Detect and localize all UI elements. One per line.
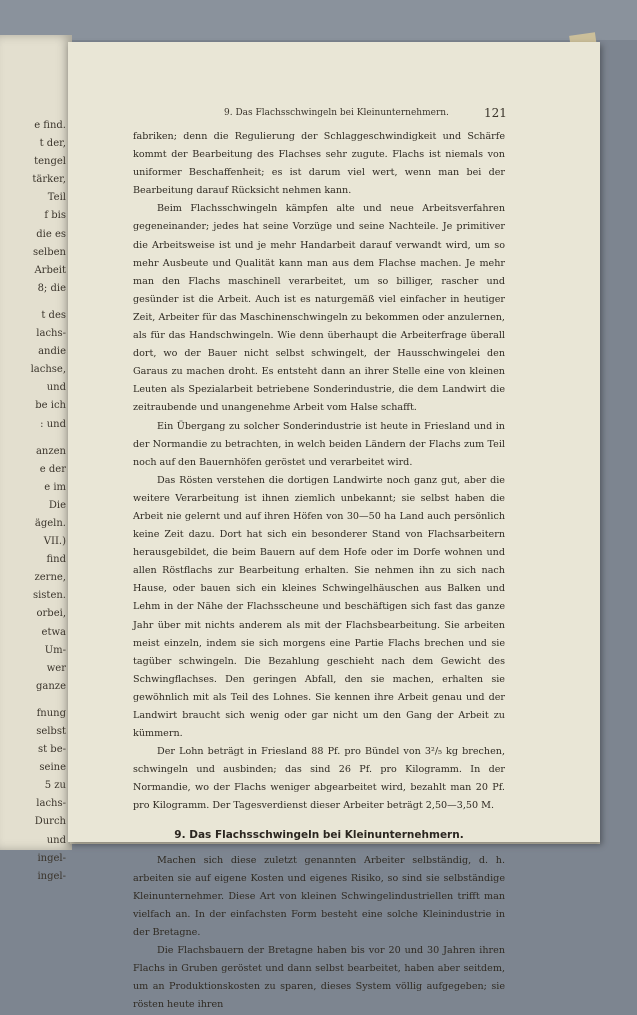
left-fragment: ägeln. xyxy=(34,517,66,529)
page-number: 121 xyxy=(484,106,507,120)
left-fragment: orbei, xyxy=(36,608,66,620)
left-fragment: die es xyxy=(36,228,66,240)
paragraph: Machen sich diese zuletzt genannten Arbeiter selbständig, d. h. arbeiten sie auf eigene Kosten und eigenes Risiko, so sind sie selbständige Kleinunternehmer. Diese Art von kleinen Schwingelindustriellen trifft man vielfach an. In der einfachsten Form besteht eine solche Kleinindustrie in der Bretagne. xyxy=(133,854,505,939)
left-fragment: e im xyxy=(44,481,66,493)
left-fragment: : und xyxy=(40,418,66,430)
left-fragment: f bis xyxy=(44,210,66,222)
left-fragment: t der, xyxy=(39,138,66,150)
left-fragment: und xyxy=(46,382,66,394)
left-fragment: selben xyxy=(32,246,66,258)
left-fragment: andie xyxy=(38,346,66,358)
paragraph: Die Flachsbauern der Bretagne haben bis vor 20 und 30 Jahren ihren Flachs in Gruben geröstet und dann selbst bearbeitet, haben aber seitdem, um an Produktionskosten zu sparen, dieses System völlig aufgegeben; sie rösten heute ihren xyxy=(133,945,505,1011)
left-fragment: anzen xyxy=(35,445,66,457)
left-fragment: lachs- xyxy=(36,328,66,340)
paragraph: Der Lohn beträgt in Friesland 88 Pf. pro Bündel von 3²/₅ kg brechen, schwingeln und ausbinden; das sind 26 Pf. pro Kilogramm. In der Normandie, wo der Flachs weniger abgearbeitet wird, bezahlt man 20 Pf. pro Kilogramm. Der Tagesverdienst dieser Arbeiter beträgt 2,50—3,50 M. xyxy=(133,746,505,812)
left-fragment: wer xyxy=(46,662,66,674)
right-page xyxy=(68,42,600,1011)
left-fragment: sisten. xyxy=(32,590,66,602)
paragraph: Ein Übergang zu solcher Sonderindustrie ist heute in Friesland und in der Normandie zu betrachten, in welch beiden Ländern der Flachs zum Teil noch auf den Bauernhöfen geröstet und verarbeitet wird. xyxy=(133,420,505,468)
left-fragment: 8; die xyxy=(37,282,66,294)
left-fragment: und xyxy=(46,834,66,846)
left-fragment: t des xyxy=(41,309,66,321)
left-fragment: Durch xyxy=(34,816,66,828)
left-fragment: tengel xyxy=(34,156,66,168)
left-fragment: selbst xyxy=(36,726,66,737)
left-fragment: Arbeit xyxy=(34,264,66,276)
left-fragment: Die xyxy=(48,499,66,511)
left-fragment: ingel- xyxy=(37,870,66,882)
section-title: 9. Das Flachsschwingeln bei Kleinunternehmern. xyxy=(174,828,464,841)
left-fragment: e der xyxy=(39,463,66,475)
left-fragment: etwa xyxy=(41,626,66,638)
left-fragment: 5 zu xyxy=(44,780,66,792)
paragraph: Beim Flachsschwingeln kämpfen alte und neue Arbeitsverfahren gegeneinander; jedes hat seine Vorzüge und seine Nachteile. Je primitiver die Arbeitsweise ist und je mehr Handarbeit darauf verwandt wird, um so mehr Ausbeute und Qualität kann man aus dem Flachse machen. Je mehr man den Flachs maschinell verarbeitet, um so billiger, rascher und gesünder ist die Arbeit. Auch ist es naturgemäß viel einfacher in heutiger Zeit, Arbeiter für das Maschinenschwingeln zu bekommen oder anzulernen, als für das Handschwingeln. Wie denn überhaupt die Arbeiterfrage überall dort, wo der Bauer nicht selbst schwingelt, der Hausschwingelei den Garaus zu machen droht. Es entsteht dann an ihrer Stelle eine von kleinen Leuten als Spezialarbeit betriebene Sonderindustrie, die dem Landwirt die zeitraubende und unangenehme Arbeit vom Halse schafft. xyxy=(133,203,505,414)
left-fragment: find xyxy=(46,554,66,566)
left-fragment: tärker, xyxy=(32,174,66,186)
page-header xyxy=(68,108,600,124)
paragraph: fabriken; denn die Regulierung der Schlaggeschwindigkeit und Schärfe kommt der Bearbeitung des Flachses sehr zugute. Flachs ist niemals von uniformer Beschaffenheit; es ist darum viel wert, wenn man bei der Bearbeitung darauf Rücksicht nehmen kann. xyxy=(133,131,505,197)
left-fragment: Um- xyxy=(44,644,66,656)
left-fragment: be ich xyxy=(35,400,66,412)
left-fragment: VII.) xyxy=(43,536,66,548)
left-fragment: Teil xyxy=(47,192,66,204)
left-fragment: lachs- xyxy=(36,798,66,810)
left-fragment: zerne, xyxy=(34,572,66,584)
left-fragment: lachse, xyxy=(30,364,66,376)
paragraph: Das Rösten verstehen die dortigen Landwirte noch ganz gut, aber die weitere Verarbeitung ist ihnen ziemlich unbekannt; sie selbst haben die Arbeit nie gelernt und auf ihren Höfen von 30—50 ha Land auch persönlich keine Zeit dazu. Dort hat sich ein besonderer Stand von Flachsarbeitern herausgebildet, die beim Bauern auf dem Hofe oder im Dorfe wohnen und allen Röstflachs zur Bearbeitung erhalten. Sie nehmen ihn zu sich nach Hause, oder bauen sich ein kleines Schwingelhäuschen aus Balken und Lehm in der Nähe der Flachsscheune und beschäftigen sich fast das ganze Jahr über mit nichts anderem als mit der Flachsbearbeitung. Sie arbeiten meist einzeln, indem sie sich morgens eine Partie Flachs brechen und sie tagüber schwingeln. Die Bezahlung geschieht nach dem Gewicht des Schwingflachses. Den geringen Abfall, den sie machen, erhalten sie gewöhnlich mit als Teil des Lohnes. Sie kennen ihre Arbeit genau und der Landwirt braucht sich wenig oder gar nicht um den Gang der Arbeit zu kümmern. xyxy=(133,474,505,740)
left-fragment: e find. xyxy=(34,120,66,131)
left-fragment: st be- xyxy=(37,744,66,756)
body-text xyxy=(133,128,505,1015)
left-fragment: ganze xyxy=(36,680,66,692)
left-fragment: seine xyxy=(39,762,66,774)
background xyxy=(0,0,637,40)
left-fragment: ingel- xyxy=(37,852,66,864)
left-fragment: fnung xyxy=(36,707,66,719)
left-page xyxy=(0,35,72,882)
running-head: 9. Das Flachsschwingeln bei Kleinunternehmern. xyxy=(224,108,449,118)
left-page-text-fragments xyxy=(0,117,66,886)
